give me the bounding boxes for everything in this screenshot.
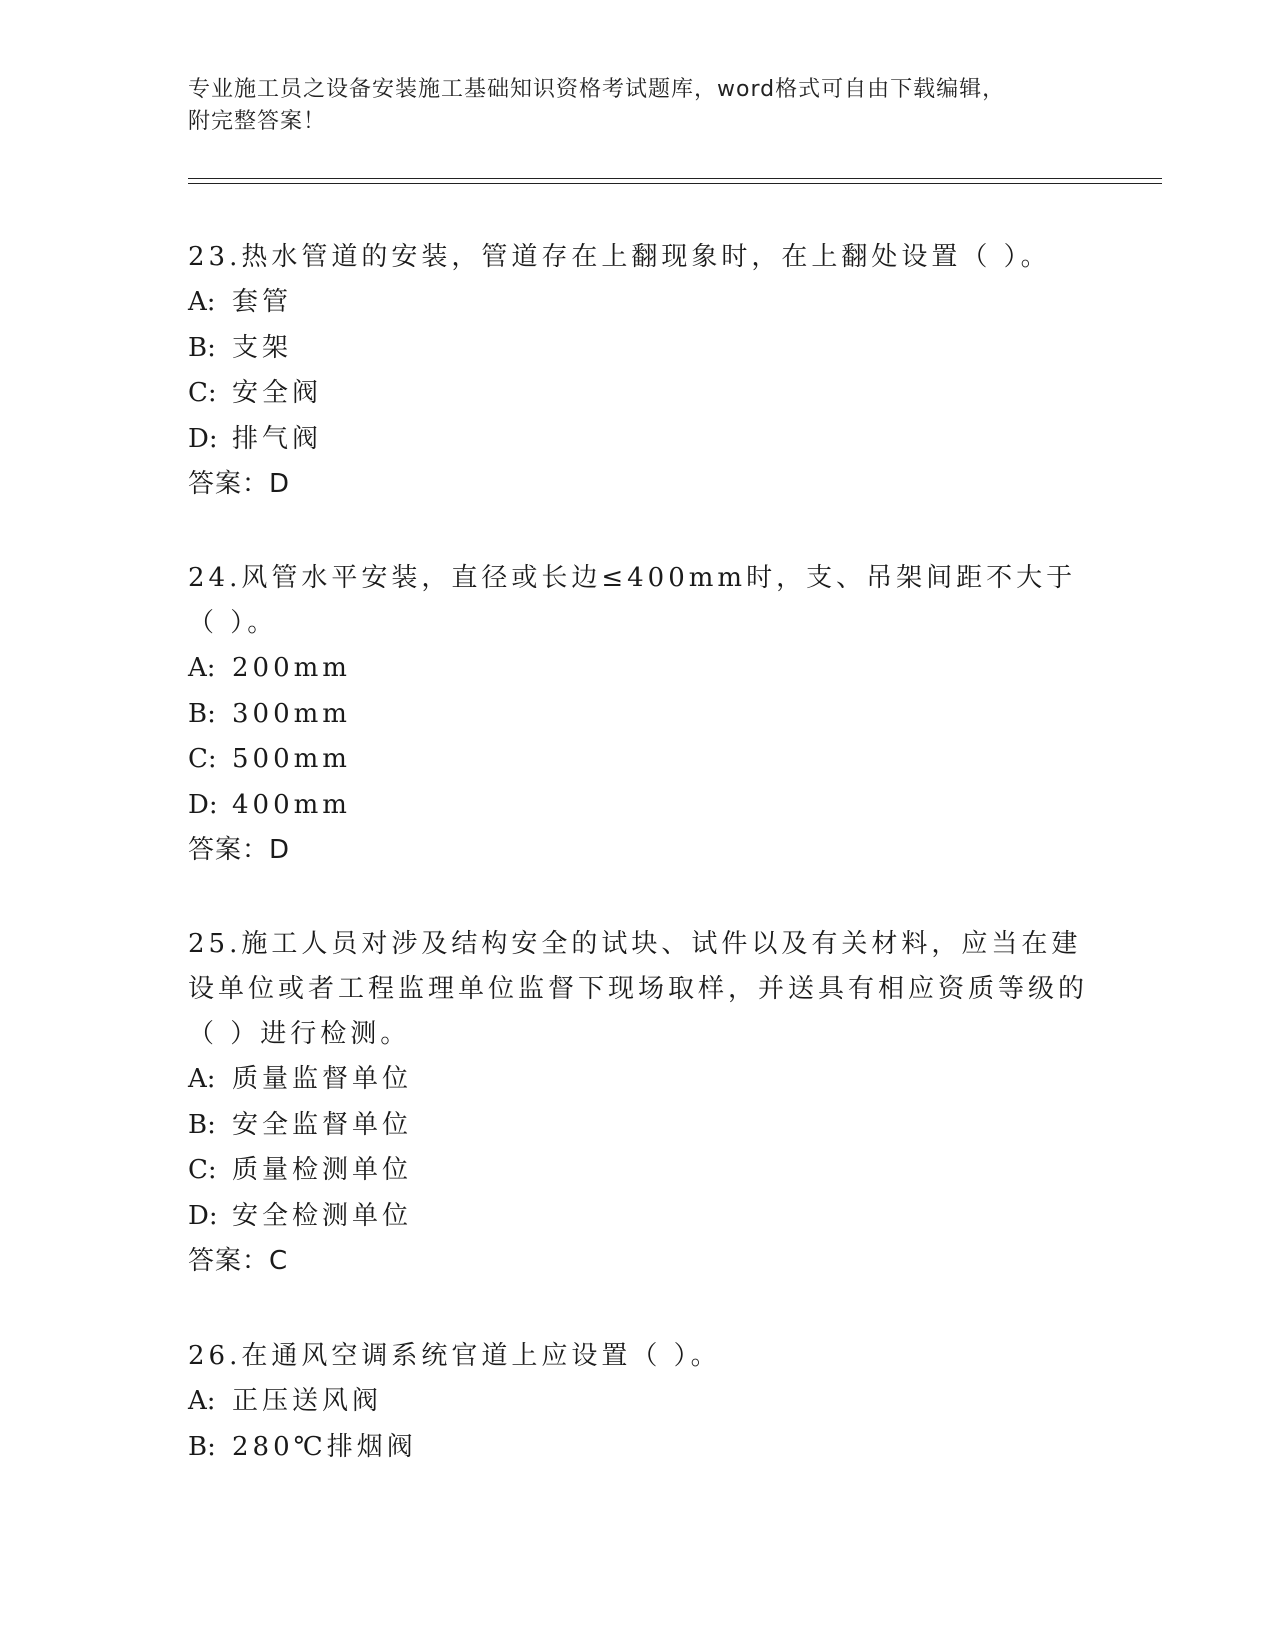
option-c [188,737,1088,783]
answer-line: 答案：D [188,835,291,865]
question-24 [188,556,1088,873]
option-text: 正压送风阀 [232,1386,383,1416]
answer-line: 答案：D [188,469,291,499]
option-key: A: [188,653,216,683]
option-c [188,1148,1088,1194]
question-25 [188,922,1088,1284]
option-d [188,1194,1088,1240]
option-b [188,692,1088,738]
option-text: 安全监督单位 [232,1109,413,1140]
option-d [188,417,1088,463]
option-text: 质量监督单位 [232,1064,413,1094]
option-a [188,1379,1088,1425]
option-text: 支架 [232,332,293,363]
option-text: 安全检测单位 [232,1200,413,1231]
option-key: C: [188,744,217,774]
option-c [188,371,1088,417]
option-key: A: [188,1064,216,1094]
option-a [188,280,1088,326]
question-stem: 23.热水管道的安装，管道存在上翻现象时，在上翻处设置（ ）。 [188,242,1051,272]
option-text: 200mm [232,653,351,683]
option-key: A: [188,287,216,317]
option-text: 质量检测单位 [232,1155,413,1185]
option-text: 安全阀 [232,378,323,408]
option-key: A: [188,1386,216,1416]
option-key: C: [188,378,217,408]
question-stem: 24.风管水平安装，直径或长边≤400mm时，支、吊架间距不大于（ ）。 [188,563,1077,638]
option-key: B: [188,1431,216,1462]
option-key: D: [188,789,218,820]
option-a [188,1057,1088,1103]
option-key: B: [188,698,216,729]
question-23 [188,235,1088,507]
option-b [188,1425,1088,1471]
option-a [188,646,1088,692]
option-text: 400mm [232,789,351,820]
option-key: D: [188,1200,218,1231]
header-title-line-1: 专业施工员之设备安装施工基础知识资格考试题库，word格式可自由下载编辑， [188,77,1006,102]
header-divider-top [188,178,1162,179]
option-key: C: [188,1155,217,1185]
document-header [188,74,1068,138]
header-title-line-2: 附完整答案！ [188,109,327,134]
option-text: 排气阀 [232,423,323,454]
option-d [188,783,1088,829]
option-text: 500mm [232,744,351,774]
option-text: 300mm [232,698,351,729]
question-26 [188,1334,1088,1470]
option-b [188,326,1088,372]
question-stem: 25.施工人员对涉及结构安全的试块、试件以及有关材料，应当在建设单位或者工程监理单位监督下现场取样，并送具有相应资质等级的（ ）进行检测。 [188,929,1089,1049]
question-stem: 26.在通风空调系统官道上应设置（ ）。 [188,1341,721,1371]
answer-line: 答案：C [188,1246,289,1276]
option-text: 套管 [232,287,293,317]
option-key: D: [188,423,218,454]
header-divider-bottom [188,183,1162,184]
option-key: B: [188,332,216,363]
option-key: B: [188,1109,216,1140]
option-text: 280℃排烟阀 [232,1431,417,1462]
option-b [188,1103,1088,1149]
